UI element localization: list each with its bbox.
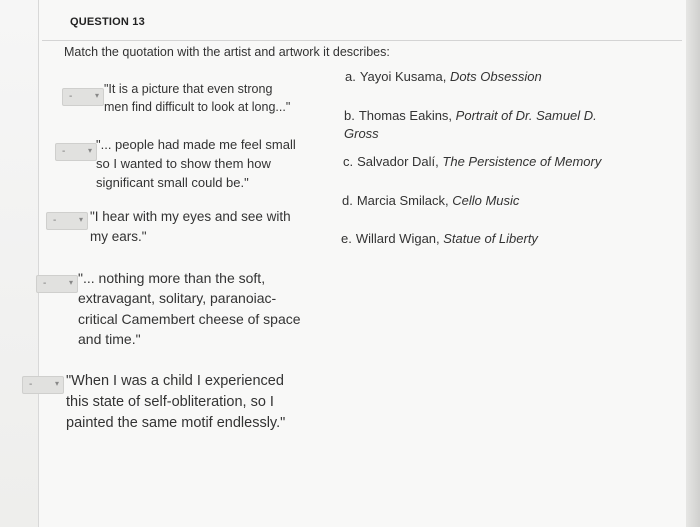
select-value: -: [53, 215, 57, 226]
answer-artwork: The Persistence of Memory: [442, 154, 602, 169]
quote-2: [96, 136, 296, 193]
quote-5: [66, 371, 285, 434]
answer-letter: c.: [343, 154, 354, 169]
quote-line: "... nothing more than the soft,: [78, 270, 266, 286]
answer-e: [341, 230, 538, 248]
question-title: QUESTION 13: [70, 16, 145, 28]
answer-letter: e.: [341, 231, 352, 246]
quote-1: [104, 80, 290, 116]
answer-artwork: Dots Obsession: [449, 69, 542, 84]
answer-artwork: Cello Music: [452, 193, 520, 208]
match-select-3[interactable]: [46, 212, 88, 230]
match-select-4[interactable]: [36, 275, 78, 293]
quote-line: and time.": [78, 330, 141, 347]
screen-edge: [686, 0, 700, 527]
answer-letter: d.: [342, 193, 353, 208]
answer-artist: Salvador Dalí,: [357, 154, 439, 169]
select-value: -: [62, 146, 66, 157]
match-select-5[interactable]: [22, 376, 64, 394]
quote-line: critical Camembert cheese of space: [78, 310, 301, 327]
quote-line: significant small could be.": [96, 174, 249, 190]
chevron-down-icon: ▾: [68, 278, 73, 287]
answer-c: [343, 153, 601, 171]
answer-b: [344, 107, 614, 142]
quote-line: extravagant, solitary, paranoiac-: [78, 290, 277, 307]
match-select-2[interactable]: [55, 143, 97, 161]
chevron-down-icon: ▾: [78, 215, 83, 224]
answer-a: [345, 68, 542, 86]
answer-artist: Yayoi Kusama,: [359, 69, 447, 84]
answer-d: [342, 192, 519, 210]
quote-4: [78, 268, 301, 349]
quote-line: painted the same motif endlessly.": [66, 415, 286, 432]
question-prompt: Match the quotation with the artist and artwork it describes:: [64, 45, 390, 59]
quote-line: "... people had made me feel small: [96, 137, 296, 152]
quote-3: [90, 207, 291, 246]
match-select-1[interactable]: [62, 88, 104, 106]
answer-artist: Willard Wigan,: [355, 231, 440, 246]
answer-letter: a.: [345, 69, 356, 84]
quote-line: "I hear with my eyes and see with: [90, 209, 291, 224]
answer-artwork: Portrait of Dr. Samuel D. Gross: [344, 108, 597, 141]
chevron-down-icon: ▾: [54, 379, 59, 388]
select-value: -: [29, 379, 33, 390]
answer-artist: Marcia Smilack,: [356, 193, 449, 208]
quote-line: this state of self-obliteration, so I: [66, 394, 274, 411]
answer-artist: Thomas Eakins,: [358, 108, 453, 123]
select-value: -: [69, 91, 73, 102]
select-value: -: [43, 278, 47, 289]
chevron-down-icon: ▾: [94, 91, 99, 100]
quote-line: my ears.": [90, 228, 147, 244]
chevron-down-icon: ▾: [87, 146, 92, 155]
quote-line: "When I was a child I experienced: [66, 373, 284, 389]
answer-letter: b.: [344, 108, 355, 123]
quote-line: "It is a picture that even strong: [104, 82, 273, 96]
answer-artwork: Statue of Liberty: [443, 231, 538, 246]
quote-line: so I wanted to show them how: [96, 155, 271, 171]
quote-line: men find difficult to look at long...": [104, 100, 291, 115]
